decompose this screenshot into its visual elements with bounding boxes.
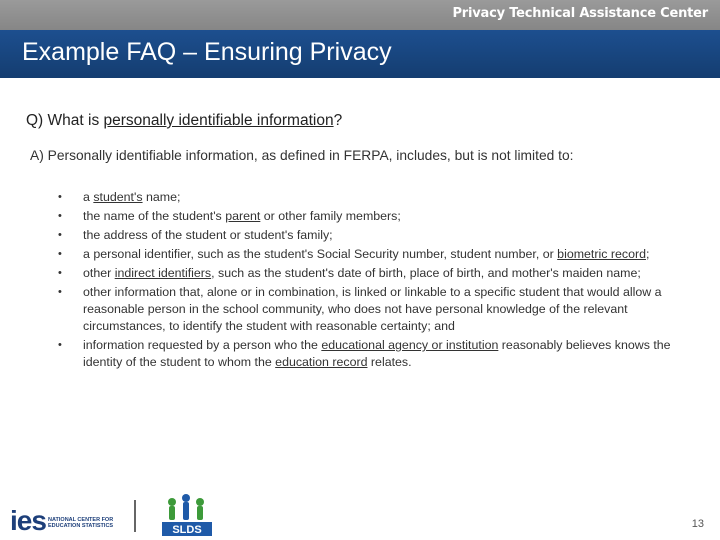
list-item-text: the name of the student's xyxy=(83,209,226,223)
list-item-text: ; xyxy=(646,247,650,261)
glossary-link[interactable]: parent xyxy=(225,209,261,223)
pii-list xyxy=(58,189,708,373)
svg-text:SLDS: SLDS xyxy=(172,524,202,536)
list-item-text: other information that, alone or in combination, is linked or linkable to a specific student that would allow a reasonable person in the school community, who does not have personal knowledge of the relevant circumstances, to identify the student with reasonable certainty; and xyxy=(83,285,662,333)
glossary-link[interactable]: indirect identifiers xyxy=(114,266,212,280)
top-bar xyxy=(0,0,720,30)
list-item xyxy=(58,265,708,282)
ies-sub-line2: EDUCATION STATISTICS xyxy=(48,523,114,529)
list-item xyxy=(58,337,708,371)
list-item xyxy=(58,227,708,244)
faq-answer: A) Personally identifiable information, as defined in FERPA, includes, but is not limited to: xyxy=(30,148,574,163)
faq-question xyxy=(26,112,342,130)
list-item xyxy=(58,246,708,263)
list-item-text: a personal identifier, such as the student's Social Security number, student number, or xyxy=(83,247,558,261)
org-name: Privacy Technical Assistance Center xyxy=(452,6,708,21)
slide-title: Example FAQ – Ensuring Privacy xyxy=(22,38,392,66)
title-band xyxy=(0,30,720,78)
ies-logo-text: ies xyxy=(10,505,46,536)
list-item-text: the address of the student or student's family; xyxy=(83,228,333,242)
glossary-link[interactable]: student's xyxy=(93,190,143,204)
list-item-text: other xyxy=(83,266,115,280)
question-term: personally identifiable information xyxy=(103,112,334,129)
list-item-text: relates. xyxy=(367,355,412,369)
glossary-link[interactable]: educational agency or institution xyxy=(321,338,499,352)
ies-logo-subtext xyxy=(48,517,113,529)
list-item-text: information requested by a person who the xyxy=(83,338,322,352)
ies-sub-line1: NATIONAL CENTER FOR xyxy=(48,517,114,523)
list-item xyxy=(58,189,708,206)
list-item-text: name; xyxy=(142,190,181,204)
glossary-link[interactable]: education record xyxy=(275,355,368,369)
question-suffix: ? xyxy=(333,112,343,129)
glossary-link[interactable]: biometric record xyxy=(557,247,646,261)
page-number: 13 xyxy=(691,518,704,530)
list-item-text: , such as the student's date of birth, place of birth, and mother's maiden name; xyxy=(211,266,641,280)
list-item-text: or other family members; xyxy=(260,209,401,223)
list-item xyxy=(58,208,708,225)
footer-divider xyxy=(134,500,136,532)
list-item-text: a xyxy=(83,190,94,204)
list-item xyxy=(58,284,708,335)
list-item-text: reasonably believes knows the identity of the student to whom the xyxy=(83,338,671,369)
slds-logo xyxy=(160,490,214,538)
question-prefix: Q) What is xyxy=(26,112,104,129)
